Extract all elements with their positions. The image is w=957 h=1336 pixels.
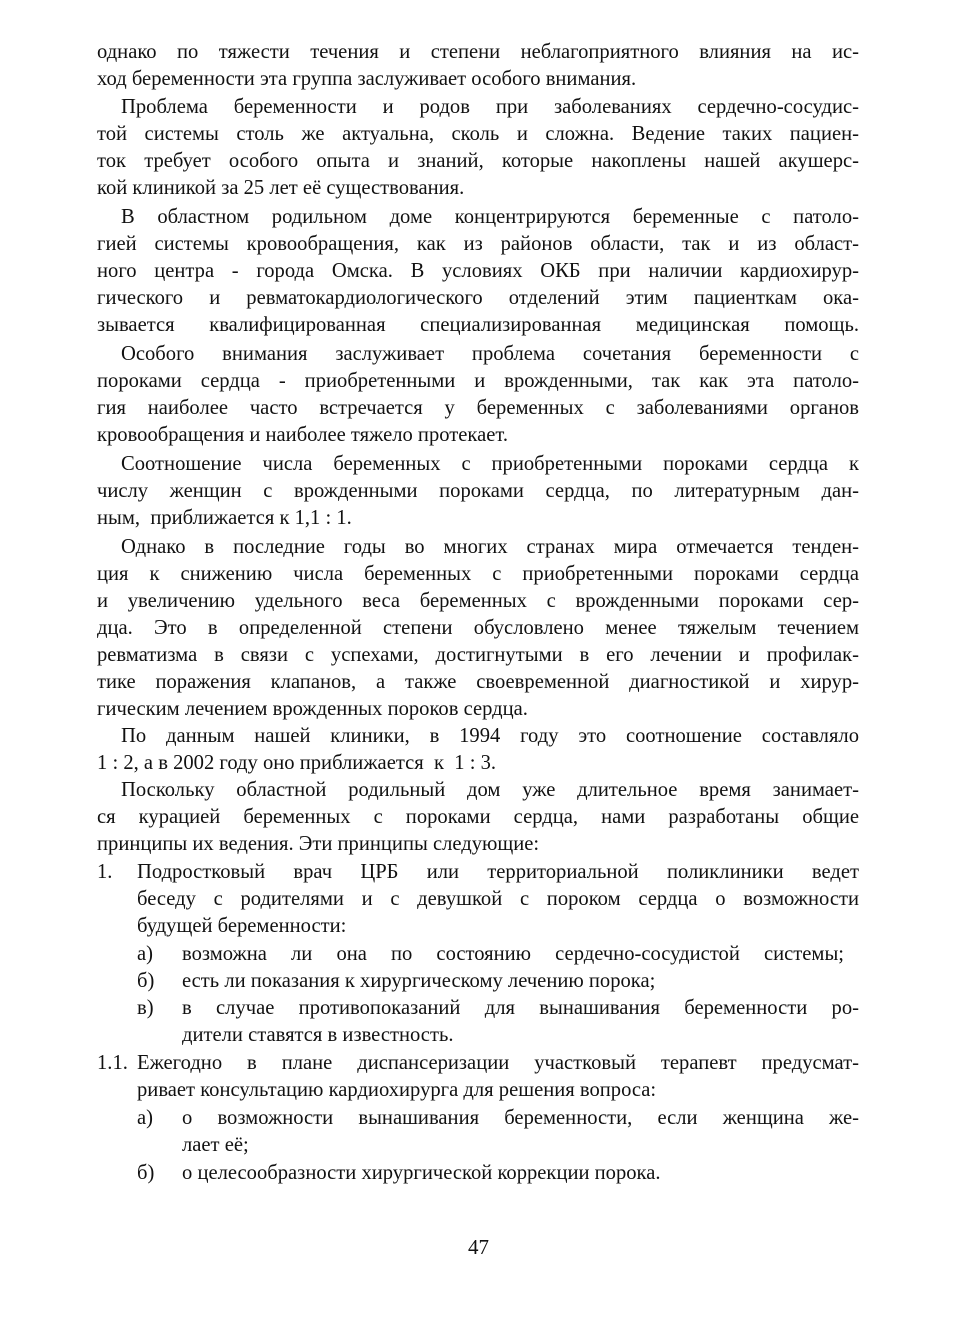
text-line: числу женщин с врожденными пороками сердца, по литературным дан- [97, 480, 859, 502]
list-marker: б) [137, 1162, 155, 1184]
text-line: В областном родильном доме концентрируются беременные с патоло- [121, 206, 859, 228]
text-line: Поскольку областной родильный дом уже длительное время занимает- [121, 779, 859, 801]
list-marker: 1. [97, 861, 113, 883]
text-line: Проблема беременности и родов при заболеваниях сердечно-сосудис- [121, 96, 859, 118]
list-marker: а) [137, 943, 153, 965]
text-line: о целесообразности хирургической коррекции порока. [182, 1162, 661, 1184]
text-line: пороками сердца - приобретенными и врожденными, так как эта патоло- [97, 370, 859, 392]
text-line: о возможности вынашивания беременности, если женщина же- [182, 1107, 859, 1129]
text-line: ся курацией беременных с пороками сердца, нами разработаны общие [97, 806, 859, 828]
text-line: гического и ревматокардиологического отделений этим пациенткам ока- [97, 287, 859, 309]
text-line: По данным нашей клиники, в 1994 году это соотношение составляло [121, 725, 859, 747]
text-line: 1 : 2, а в 2002 году оно приближается к 1 : 3. [97, 752, 497, 774]
text-line: однако по тяжести течения и степени неблагоприятного влияния на ис- [97, 41, 859, 63]
text-line: и увеличению удельного веса беременных с врожденными пороками сер- [97, 590, 859, 612]
text-line: будущей беременности: [137, 915, 347, 937]
text-line: в случае противопоказаний для вынашивания беременности ро- [182, 997, 859, 1019]
text-line: лает её; [182, 1134, 249, 1156]
text-line: кой клиникой за 25 лет её существования. [97, 177, 465, 199]
text-line: беседу с родителями и с девушкой с пороком сердца о возможности [137, 888, 859, 910]
text-line: ного центра - города Омска. В условиях ОКБ при наличии кардиохирур- [97, 260, 859, 282]
text-line: дители ставятся в известность. [182, 1024, 454, 1046]
text-line: гией системы кровообращения, как из районов области, так и из област- [97, 233, 859, 255]
text-line: возможна ли она по состоянию сердечно-сосудистой системы; [182, 943, 844, 965]
list-marker: б) [137, 970, 155, 992]
text-line: Соотношение числа беременных с приобретенными пороками сердца к [121, 453, 859, 475]
page-number: 47 [468, 1235, 489, 1259]
text-line: ривает консультацию кардиохирурга для решения вопроса: [137, 1079, 657, 1101]
text-line: Подростковый врач ЦРБ или территориальной поликлиники ведет [137, 861, 859, 883]
text-line: Ежегодно в плане диспансеризации участковый терапевт предусмат- [137, 1052, 859, 1074]
list-marker: а) [137, 1107, 153, 1129]
text-line: принципы их ведения. Эти принципы следующие: [97, 833, 540, 855]
list-marker: 1.1. [97, 1052, 128, 1074]
text-line: той системы столь же актуальна, сколь и сложна. Ведение таких пациен- [97, 123, 859, 145]
text-line: ход беременности эта группа заслуживает особого внимания. [97, 68, 637, 90]
list-marker: в) [137, 997, 154, 1019]
text-line: ным, приближается к 1,1 : 1. [97, 507, 352, 529]
text-line: гия наиболее часто встречается у беременных с заболеваниями органов [97, 397, 859, 419]
text-line: дца. Это в определенной степени обусловлено менее тяжелым течением [97, 617, 859, 639]
text-line: кровообращения и наиболее тяжело протекает. [97, 424, 508, 446]
text-line: гическим лечением врожденных пороков сердца. [97, 698, 528, 720]
text-line: зывается квалифицированная специализированная медицинская помощь. [97, 314, 859, 336]
text-line: есть ли показания к хирургическому лечению порока; [182, 970, 656, 992]
text-line: Особого внимания заслуживает проблема сочетания беременности с [121, 343, 859, 365]
text-line: ток требует особого опыта и знаний, которые накоплены нашей акушерс- [97, 150, 859, 172]
text-line: тике поражения клапанов, а также своевременной диагностикой и хирур- [97, 671, 859, 693]
text-line: Однако в последние годы во многих странах мира отмечается тенден- [121, 536, 859, 558]
text-line: ревматизма в связи с успехами, достигнутыми в его лечении и профилак- [97, 644, 859, 666]
text-line: ция к снижению числа беременных с приобретенными пороками сердца [97, 563, 859, 585]
